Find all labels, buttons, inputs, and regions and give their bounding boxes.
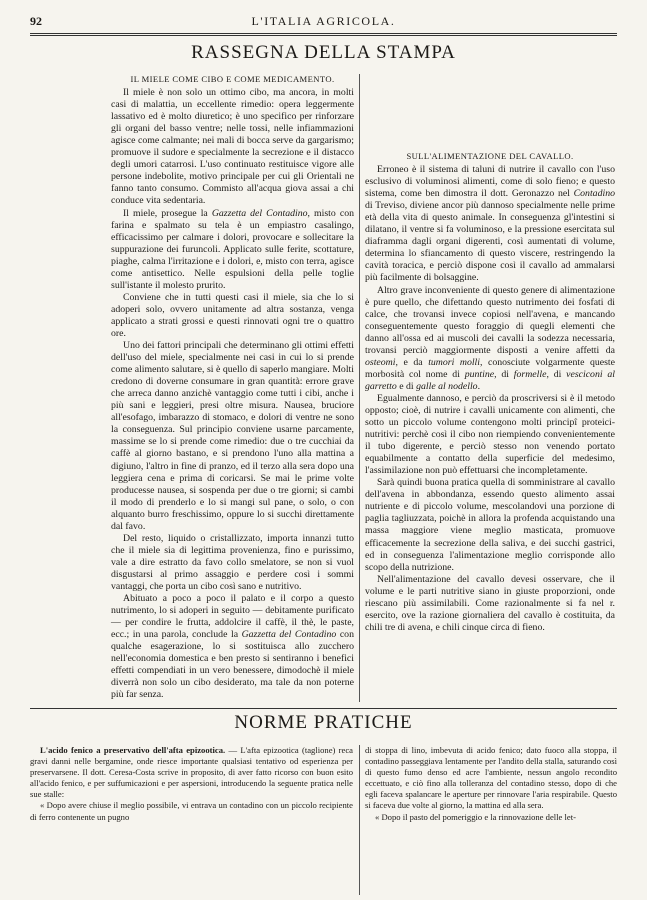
header-rule-2 bbox=[30, 35, 617, 36]
cited-source: Gazzetta del Contadino bbox=[211, 207, 308, 219]
paragraph: Il miele, prosegue la Gazzetta del Contadino, misto con farina e spalmato su tela è un empiastro casalingo, efficacissimo per calmare i dolori, provocare e sollecitare la suppurazione dei furuncoli. Applicato sulle ferite, scottature, piaghe, calma l'irritazione e i dolori, e, misto con terra, agisce come antisettico. Nelle espulsioni della pelle toglie sull'istante il molesto prurito. bbox=[111, 207, 354, 291]
section-rule bbox=[30, 708, 617, 709]
paragraph: Uno dei fattori principali che determinano gli ottimi effetti dell'uso del miele, specialmente nei casi in cui lo si prende come alimento salutare, si è quello di saperlo mangiare. Molti credono di doverne consumare in gran quantità: errore grave che arreca danno anzichè vantaggio come tutti i cibi, anche i più sani e leggieri, presi oltre misura. Nausea, bruciore all'esofago, imbarazzo di stomaco, e dolori di ventre ne sono la conseguenza. Sul principio conviene usarne parcamente, massime se lo si prende come rimedio: due o tre cucchiai da caffè al giorno bastano, e si prendono l'uno alla mattina a digiuno, l'altro in fine di pranzo, ed il terzo alla sera dopo una leggiera cena e prima di coricarsi. Se mai le prime volte producesse nausea, si sospenda per due o tre giorni; si cambi il modo di prenderlo e lo si mangi sul pane, o solo, o con alquanto burro freschissimo, oppure lo si succhi direttamente dal favo. bbox=[111, 340, 354, 532]
section-title-rassegna: RASSEGNA DELLA STAMPA bbox=[191, 42, 456, 63]
paragraph: Altro grave inconveniente di questo genere di alimentazione è pure quello, che difettando questo nutrimento dei fosfati di calce, che trovansi invece copiosi nell'avena, e mancando conseguentemente questo foraggio di quegli elementi che danno all'ossa ed ai muscoli dei cavalli la sodezza necessaria, trovansi perciò maggiormente disposti a venire affetti da osteomi, e da tumori molli, conosciute volgarmente queste morbosità col nome di puntine, di formelle, di vesciconi al garretto e di galle al nodello. bbox=[365, 284, 616, 392]
paragraph: di stoppa di lino, imbevuta di acido fenico; dato fuoco alla stoppa, il contadino passeggiava lentamente per l'andito della stalla, saturando così di questo fumo denso ed acre l'ambiente, nessun angolo recondito eccettuato, e ciò fino alla tolleranza del contadino stesso, dopo di che egli faceva spalancare le aperture per rinnovare l'aria respirabile. Questo si faceva due volte al giorno, la mattina ed alla sera. bbox=[365, 745, 617, 811]
paragraph: « Dopo avere chiuse il meglio possibile, vi entrava un contadino con un piccolo recipiente di ferro contenente un pugno bbox=[30, 800, 353, 822]
column-left bbox=[111, 73, 354, 701]
paragraph: L'acido fenico a preservativo dell'afta epizootica. — L'afta epizootica (taglione) reca gravi danni nelle bergamine, onde riesce importante qualsiasi tentativo od esperienza per preservarsene. Il dott. Ceresa-Costa scrive in proposito, di aver fatto ricorso con buon esito all'acido fenico, e per suffumicazioni e per aspersioni, introducendo la seguente pratica nelle sue stalle: bbox=[30, 745, 353, 800]
cited-source: Gazzetta del Contadino bbox=[241, 629, 337, 641]
paragraph: Egualmente dannoso, e perciò da proscriversi si è il metodo opposto; cioè, di nutrire i cavalli unicamente con alimenti, che sotto un piccolo volume contengono molti principî proteici-nutritivi: perchè così il cibo non riempiendo convenientemente il tubo digerente, e perciò stesso non venendo portato equabilmente a contatto della superficie del medesimo, l'assimilazione non può effettuarsi che incompletamente. bbox=[365, 392, 615, 477]
paragraph: Conviene che in tutti questi casi il miele, sia che lo si adoperi solo, ovvero unitamente ad altra sostanza, venga applicato a strati grossi e questi rinnovati ogni tre o quattro ore. bbox=[111, 291, 354, 339]
norme-column-left bbox=[30, 745, 353, 823]
article-subtitle-miele: IL MIELE COME CIBO E COME MEDICAMENTO. bbox=[130, 74, 335, 84]
cited-source: Contadino bbox=[573, 188, 615, 200]
paragraph: « Dopo il pasto del pomeriggio e la rinnovazione delle let- bbox=[375, 811, 576, 822]
paragraph: Nell'alimentazione del cavallo devesi osservare, che il volume e le parti nutritive siano in giuste proporzioni, onde riescano più assimilabili. Come razionalmente si fa nel r. esercito, ove la razione giornaliera del cavallo è costituita, da chili tre di avena, e chili cinque circa di fieno. bbox=[365, 573, 615, 633]
paragraph: Abituato a poco a poco il palato e il corpo a questo nutrimento, lo si adoperi in seguito — debitamente purificato — per condire le frutta, addolcire il caffè, il thè, le paste, ecc.; in una parola, conclude la Gazzetta del Contadino con qualche esagerazione, lo si sostituisca allo zucchero nell'economia domestica e ben presto si sentiranno i benefici effetti compendiati in un vero benessere, dimodochè il miele diverrà non solo un cibo desiderato, ma tale da non poterne più far senza. bbox=[111, 593, 354, 701]
paragraph: Del resto, liquido o cristallizzato, importa innanzi tutto che il miele sia di legittima provenienza, fino e purissimo, vale a dire estratto da favo collo smelatore, se non si vuol disgustarsi al primo assaggio e perdere così i sommi vantaggi, che porta un cibo così sano e nutritivo. bbox=[111, 532, 354, 592]
running-header bbox=[30, 14, 617, 30]
norme-column-right bbox=[365, 745, 617, 823]
paragraph: Sarà quindi buona pratica quella di somministrare al cavallo dell'avena in abbondanza, essendo questo alimento assai nutriente e di piccolo volume, mescolandovi una porzione di paglia tagliuzzata, poichè in allora la profenda acquistando una massa maggiore viene meglio masticata, promuove efficacemente la secrezione della saliva, e dei succhi gastrici, ed in conseguenza l'alimentazione meglio corrisponde allo scopo della nutrizione. bbox=[365, 477, 615, 573]
page-number: 92 bbox=[30, 14, 42, 28]
norme-lead: L'acido fenico a preservativo dell'afta epizootica. bbox=[40, 745, 226, 755]
article-subtitle-cavallo: SULL'ALIMENTAZIONE DEL CAVALLO. bbox=[406, 151, 574, 161]
column-divider bbox=[359, 74, 360, 702]
paragraph: Erroneo è il sistema di taluni di nutrire il cavallo con l'uso esclusivo di voluminosi alimenti, come di solo fieno; e questo sistema, come ben dimostra il dott. Geronazzo nel Contadino di Treviso, diviene ancor più dannoso specialmente nelle prime età della vita di questo animale. In conseguenza gl'intestini si dilatano, il ventre si fa voluminoso, e la pressione esercitata sul diaframma dagli organi digerenti, così aumentati di volume, determina lo sfiancamento di questo viscere, restringendo la cavità toracica, e perciò dispone così il cavallo ad ammalarsi più facilmente di bolsaggine. bbox=[365, 164, 615, 284]
column-right bbox=[365, 150, 615, 634]
norme-column-divider bbox=[359, 745, 360, 895]
paragraph: Il miele è non solo un ottimo cibo, ma ancora, in molti casi di malattia, un eccellente rimedio: opera leggermente lassativo ed è molto diuretico; è uno specifico per rinforzare gli organi del basso ventre; nelle tossi, nelle infiammazioni agisce come calmante; nei mali di bocca serve da gargarismo; promuove il sudore e specialmente la secrezione e il distacco degli umori catarrosi. L'uso continuato restituisce vigore alle persone indebolite, motivo principale per cui gli Orientali ne fanno tanto consumo. Commisto all'acqua giova assai a chi conduce vita sedentaria. bbox=[111, 87, 354, 207]
section-title-norme: NORME PRATICHE bbox=[234, 712, 413, 733]
running-title: L'ITALIA AGRICOLA. bbox=[251, 14, 396, 28]
header-rule bbox=[30, 33, 617, 34]
